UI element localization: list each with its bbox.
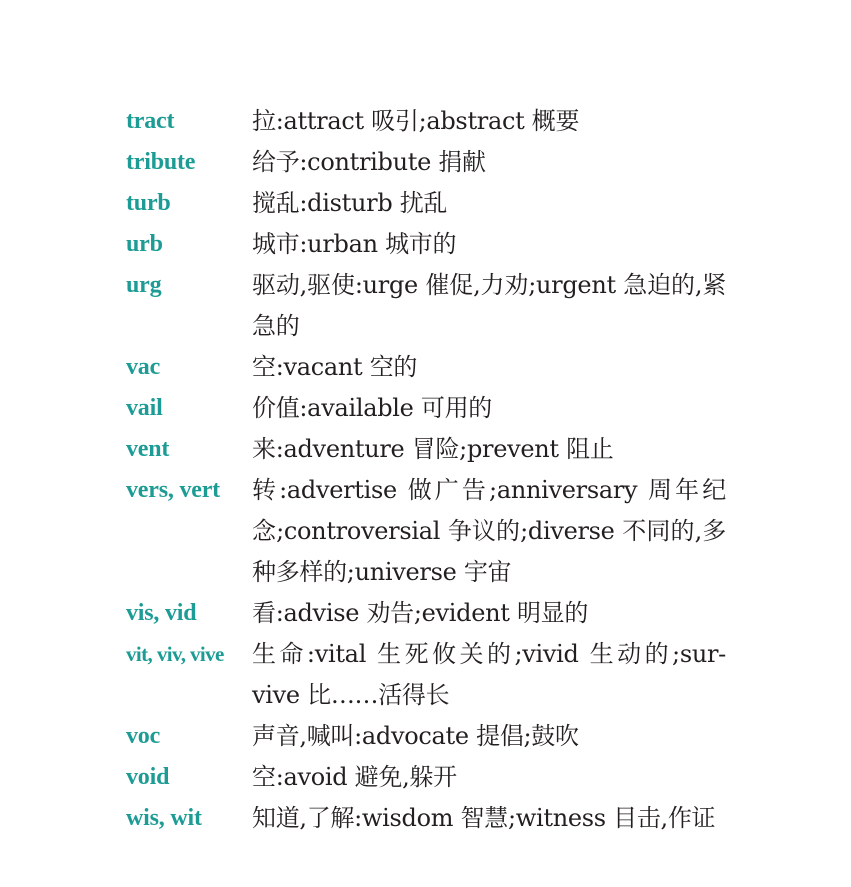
root-meaning: 转:advertise 做广告;anniversary 周年纪念;controversial 争议的;diverse 不同的,多种多样的;universe 宇宙 bbox=[252, 476, 726, 586]
root-meaning: 空:avoid 避免,躲开 bbox=[252, 763, 457, 791]
root-meaning: 知道,了解:wisdom 智慧;witness 目击,作证 bbox=[252, 804, 716, 832]
root-entry-vac bbox=[126, 347, 746, 388]
root-meaning: 空:vacant 空的 bbox=[252, 353, 418, 381]
root-entry-turb bbox=[126, 183, 746, 224]
root-term: vent bbox=[126, 436, 170, 462]
root-term: urg bbox=[126, 272, 162, 298]
word-root-list bbox=[126, 101, 746, 839]
root-term: urb bbox=[126, 231, 163, 257]
root-meaning: 生命:vital 生死攸关的;vivid 生动的;sur-vive 比……活得长 bbox=[252, 640, 726, 709]
root-meaning: 驱动,驱使:urge 催促,力劝;urgent 急迫的,紧急的 bbox=[252, 271, 726, 340]
root-term: vis, vid bbox=[126, 600, 197, 626]
root-entry-voc bbox=[126, 716, 746, 757]
root-entry-vent bbox=[126, 429, 746, 470]
root-entry-urb bbox=[126, 224, 746, 265]
root-meaning: 看:advise 劝告;evident 明显的 bbox=[252, 599, 589, 627]
root-meaning: 城市:urban 城市的 bbox=[252, 230, 457, 258]
root-entry-wis-wit bbox=[126, 798, 746, 839]
root-meaning: 声音,喊叫:advocate 提倡;鼓吹 bbox=[252, 722, 579, 750]
root-term: wis, wit bbox=[126, 805, 202, 831]
root-entry-tract bbox=[126, 101, 746, 142]
root-term: vers, vert bbox=[126, 477, 220, 503]
root-entry-vis-vid bbox=[126, 593, 746, 634]
root-term: tribute bbox=[126, 149, 196, 175]
root-meaning: 来:adventure 冒险;prevent 阻止 bbox=[252, 435, 614, 463]
root-meaning: 价值:available 可用的 bbox=[252, 394, 492, 422]
root-entry-vit-viv-vive bbox=[126, 634, 746, 716]
root-entry-void bbox=[126, 757, 746, 798]
root-meaning: 给予:contribute 捐献 bbox=[252, 148, 486, 176]
root-term: tract bbox=[126, 108, 175, 134]
root-term: voc bbox=[126, 723, 161, 749]
root-entry-tribute bbox=[126, 142, 746, 183]
root-term: turb bbox=[126, 190, 171, 216]
root-term: vail bbox=[126, 395, 163, 421]
root-entry-vail bbox=[126, 388, 746, 429]
root-meaning: 搅乱:disturb 扰乱 bbox=[252, 189, 448, 217]
root-term: vit, viv, vive bbox=[126, 642, 224, 666]
root-term: void bbox=[126, 764, 170, 790]
root-entry-vers-vert bbox=[126, 470, 746, 593]
root-term: vac bbox=[126, 354, 161, 380]
root-meaning: 拉:attract 吸引;abstract 概要 bbox=[252, 107, 580, 135]
root-entry-urg bbox=[126, 265, 746, 347]
